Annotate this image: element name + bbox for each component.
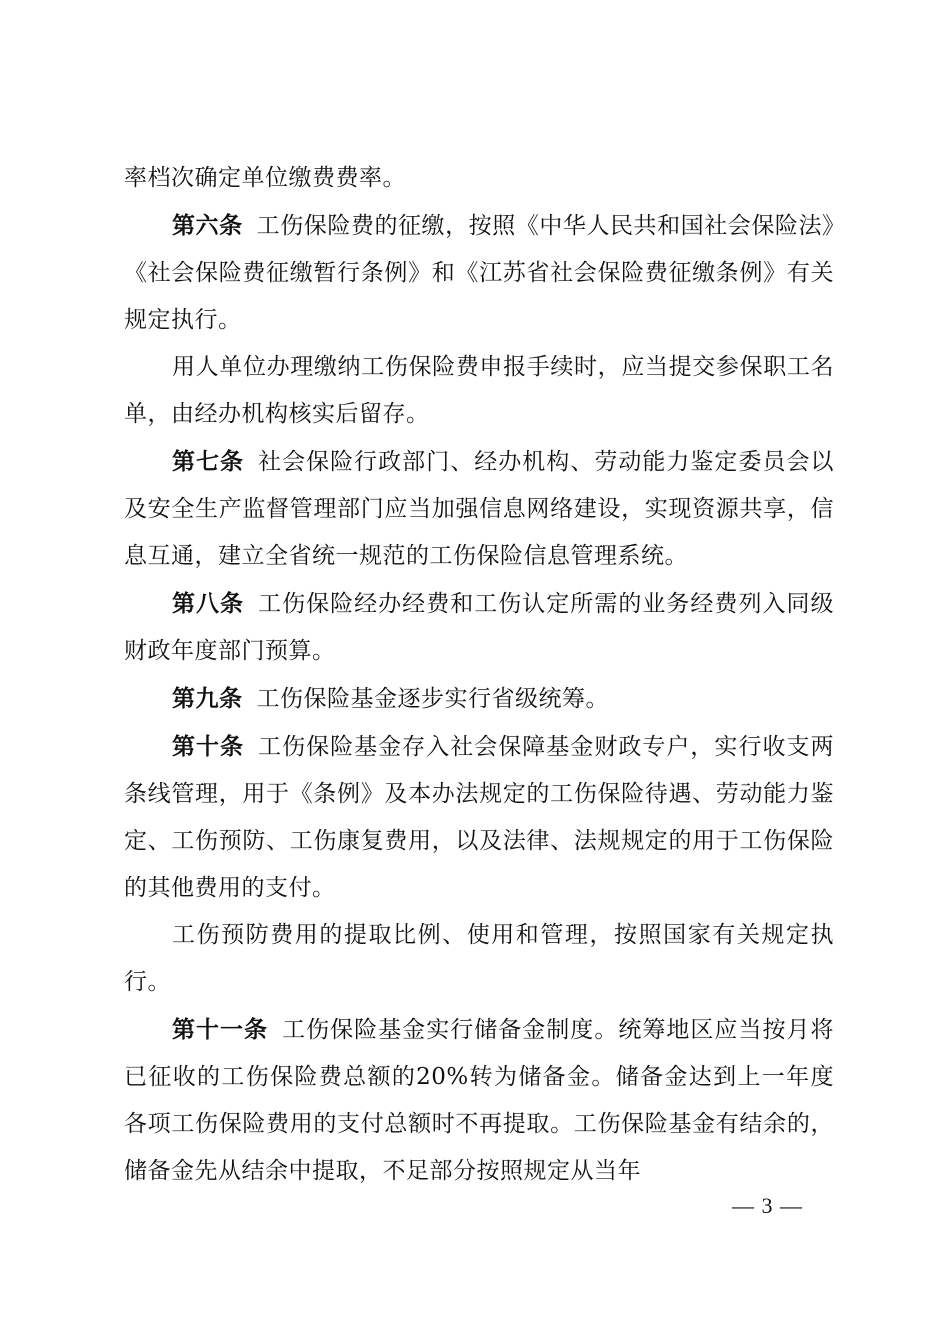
document-page [124, 155, 834, 1195]
article-text: 用人单位办理缴纳工伤保险费申报手续时，应当提交参保职工名单，由经办机构核实后留存。 [124, 354, 834, 427]
article-6-subparagraph [124, 344, 834, 438]
article-text: 社会保险行政部门、经办机构、劳动能力鉴定委员会以及安全生产监督管理部门应当加强信息网络建设，实现资源共享，信息互通，建立全省统一规范的工伤保险信息管理系统。 [124, 449, 835, 569]
article-6-paragraph [124, 202, 834, 344]
article-11-paragraph [124, 1006, 834, 1195]
article-text: 工伤预防费用的提取比例、使用和管理，按照国家有关规定执行。 [124, 922, 834, 995]
article-text: 工伤保险基金逐步实行省级统筹。 [256, 686, 609, 712]
continuation-paragraph: 率档次确定单位缴费费率。 [124, 165, 406, 191]
article-9-paragraph [124, 675, 834, 723]
page-number: — 3 — [732, 1193, 803, 1218]
article-7-paragraph [124, 438, 834, 580]
article-text: 工伤保险费的征缴，按照《中华人民共和国社会保险法》《社会保险费征缴暂行条例》和《江苏省社会保险费征缴条例》有关规定执行。 [124, 213, 835, 333]
article-heading: 第十条 [172, 733, 245, 760]
article-10-paragraph [124, 723, 834, 912]
article-heading: 第八条 [172, 590, 245, 617]
article-8-paragraph [124, 580, 834, 675]
article-heading: 第七条 [172, 448, 245, 475]
article-heading: 第十一条 [172, 1016, 269, 1043]
article-heading: 第九条 [172, 685, 243, 712]
article-heading: 第六条 [172, 212, 243, 239]
article-10-subparagraph [124, 912, 834, 1006]
article-text: 工伤保险基金存入社会保障基金财政专户，实行收支两条线管理，用于《条例》及本办法规定的工伤保险待遇、劳动能力鉴定、工伤预防、工伤康复费用，以及法律、法规规定的用于工伤保险的其他费用的支付。 [124, 734, 835, 901]
article-text: 工伤保险基金实行储备金制度。统筹地区应当按月将已征收的工伤保险费总额的20%转为储备金。储备金达到上一年度各项工伤保险费用的支付总额时不再提取。工伤保险基金有结余的，储备金先从结余中提取，不足部分按照规定从当年 [124, 1017, 835, 1184]
article-text: 工伤保险经办经费和工伤认定所需的业务经费列入同级财政年度部门预算。 [124, 591, 835, 664]
